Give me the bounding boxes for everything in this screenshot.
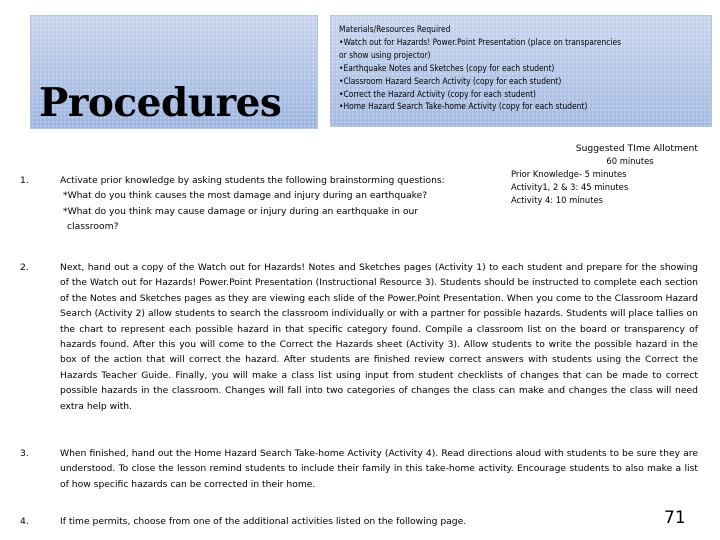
- step-text: If time permits, choose from one of the additional activities listed on the following page.: [60, 516, 467, 527]
- materials-item: •Correct the Hazard Activity (copy for each student): [339, 88, 536, 99]
- step-number: 4.: [20, 516, 29, 527]
- time-allotment: [506, 142, 714, 207]
- materials-item: •Watch out for Hazards! Power.Point Presentation (place on transparencies: [339, 36, 622, 47]
- page-title: Procedures: [39, 80, 282, 126]
- materials-item: •Earthquake Notes and Sketches (copy for each student): [339, 62, 555, 73]
- step-text: When finished, hand out the Home Hazard Search Take-home Activity (Activity 4). Read directions aloud with students to be sure they are understood. To close the lesson remind students to include their family in this take-home activity. Encourage students to also make a list of how specific hazards can be corrected in their home.: [60, 448, 698, 490]
- materials-heading: Materials/Resources Required: [339, 24, 451, 34]
- page-number: 71: [664, 508, 686, 528]
- allotment-total: 60 minutes: [606, 156, 654, 166]
- allotment-row: Prior Knowledge- 5 minutes: [511, 169, 627, 179]
- materials-item: or show using projector): [339, 49, 431, 60]
- allotment-heading: Suggested TIme Allotment: [575, 143, 698, 154]
- step-number: 2.: [20, 262, 29, 273]
- materials-box: [330, 15, 712, 127]
- materials-item: •Classroom Hazard Search Activity (copy for each student): [339, 75, 562, 86]
- title-banner: [30, 15, 318, 129]
- step-line: *What do you think may cause damage or injury during an earthquake in our: [63, 205, 419, 217]
- step-text: Next, hand out a copy of the Watch out for Hazards! Notes and Sketches pages (Activity 1) to each student and prepare for the showing of the Watch out for Hazards! Power.Point Presentation (Instructional Resource 3). Students should be instructed to complete each section of the Notes and Sketches pages as they are viewing each slide of the Power.Point Presentation. When you come to the Classroom Hazard Search (Activity 2) allow students to search the classroom individually or with a partner for possible hazards. Students will place tallies on the chart to represent each possible hazard in that specific category found. Compile a classroom list on the board or transparency of hazards found. After this you will come to the Correct the Hazards sheet (Activity 3). Allow students to write the possible hazard in the box of the action that will correct the hazard. After students are finished review correct answers with students using the Correct the Hazards Teacher Guide. Finally, you will make a class list using input from student checklists of changes that can be made to correct possible hazards in the classroom. Changes will fall into two categories of changes the class can make and changes the class will need extra help with.: [60, 262, 698, 412]
- step-text: [60, 173, 445, 235]
- allotment-row: Activity 4: 10 minutes: [511, 195, 604, 205]
- step-line: *What do you think causes the most damage and injury during an earthquake?: [63, 190, 428, 202]
- step-number: 1.: [20, 175, 29, 186]
- step-number: 3.: [20, 448, 29, 459]
- step-line: Activate prior knowledge by asking students the following brainstorming questions:: [60, 175, 445, 186]
- allotment-row: Activity1, 2 & 3: 45 minutes: [511, 182, 629, 192]
- materials-item: •Home Hazard Search Take-home Activity (copy for each student): [339, 101, 588, 112]
- step-line: classroom?: [67, 221, 119, 233]
